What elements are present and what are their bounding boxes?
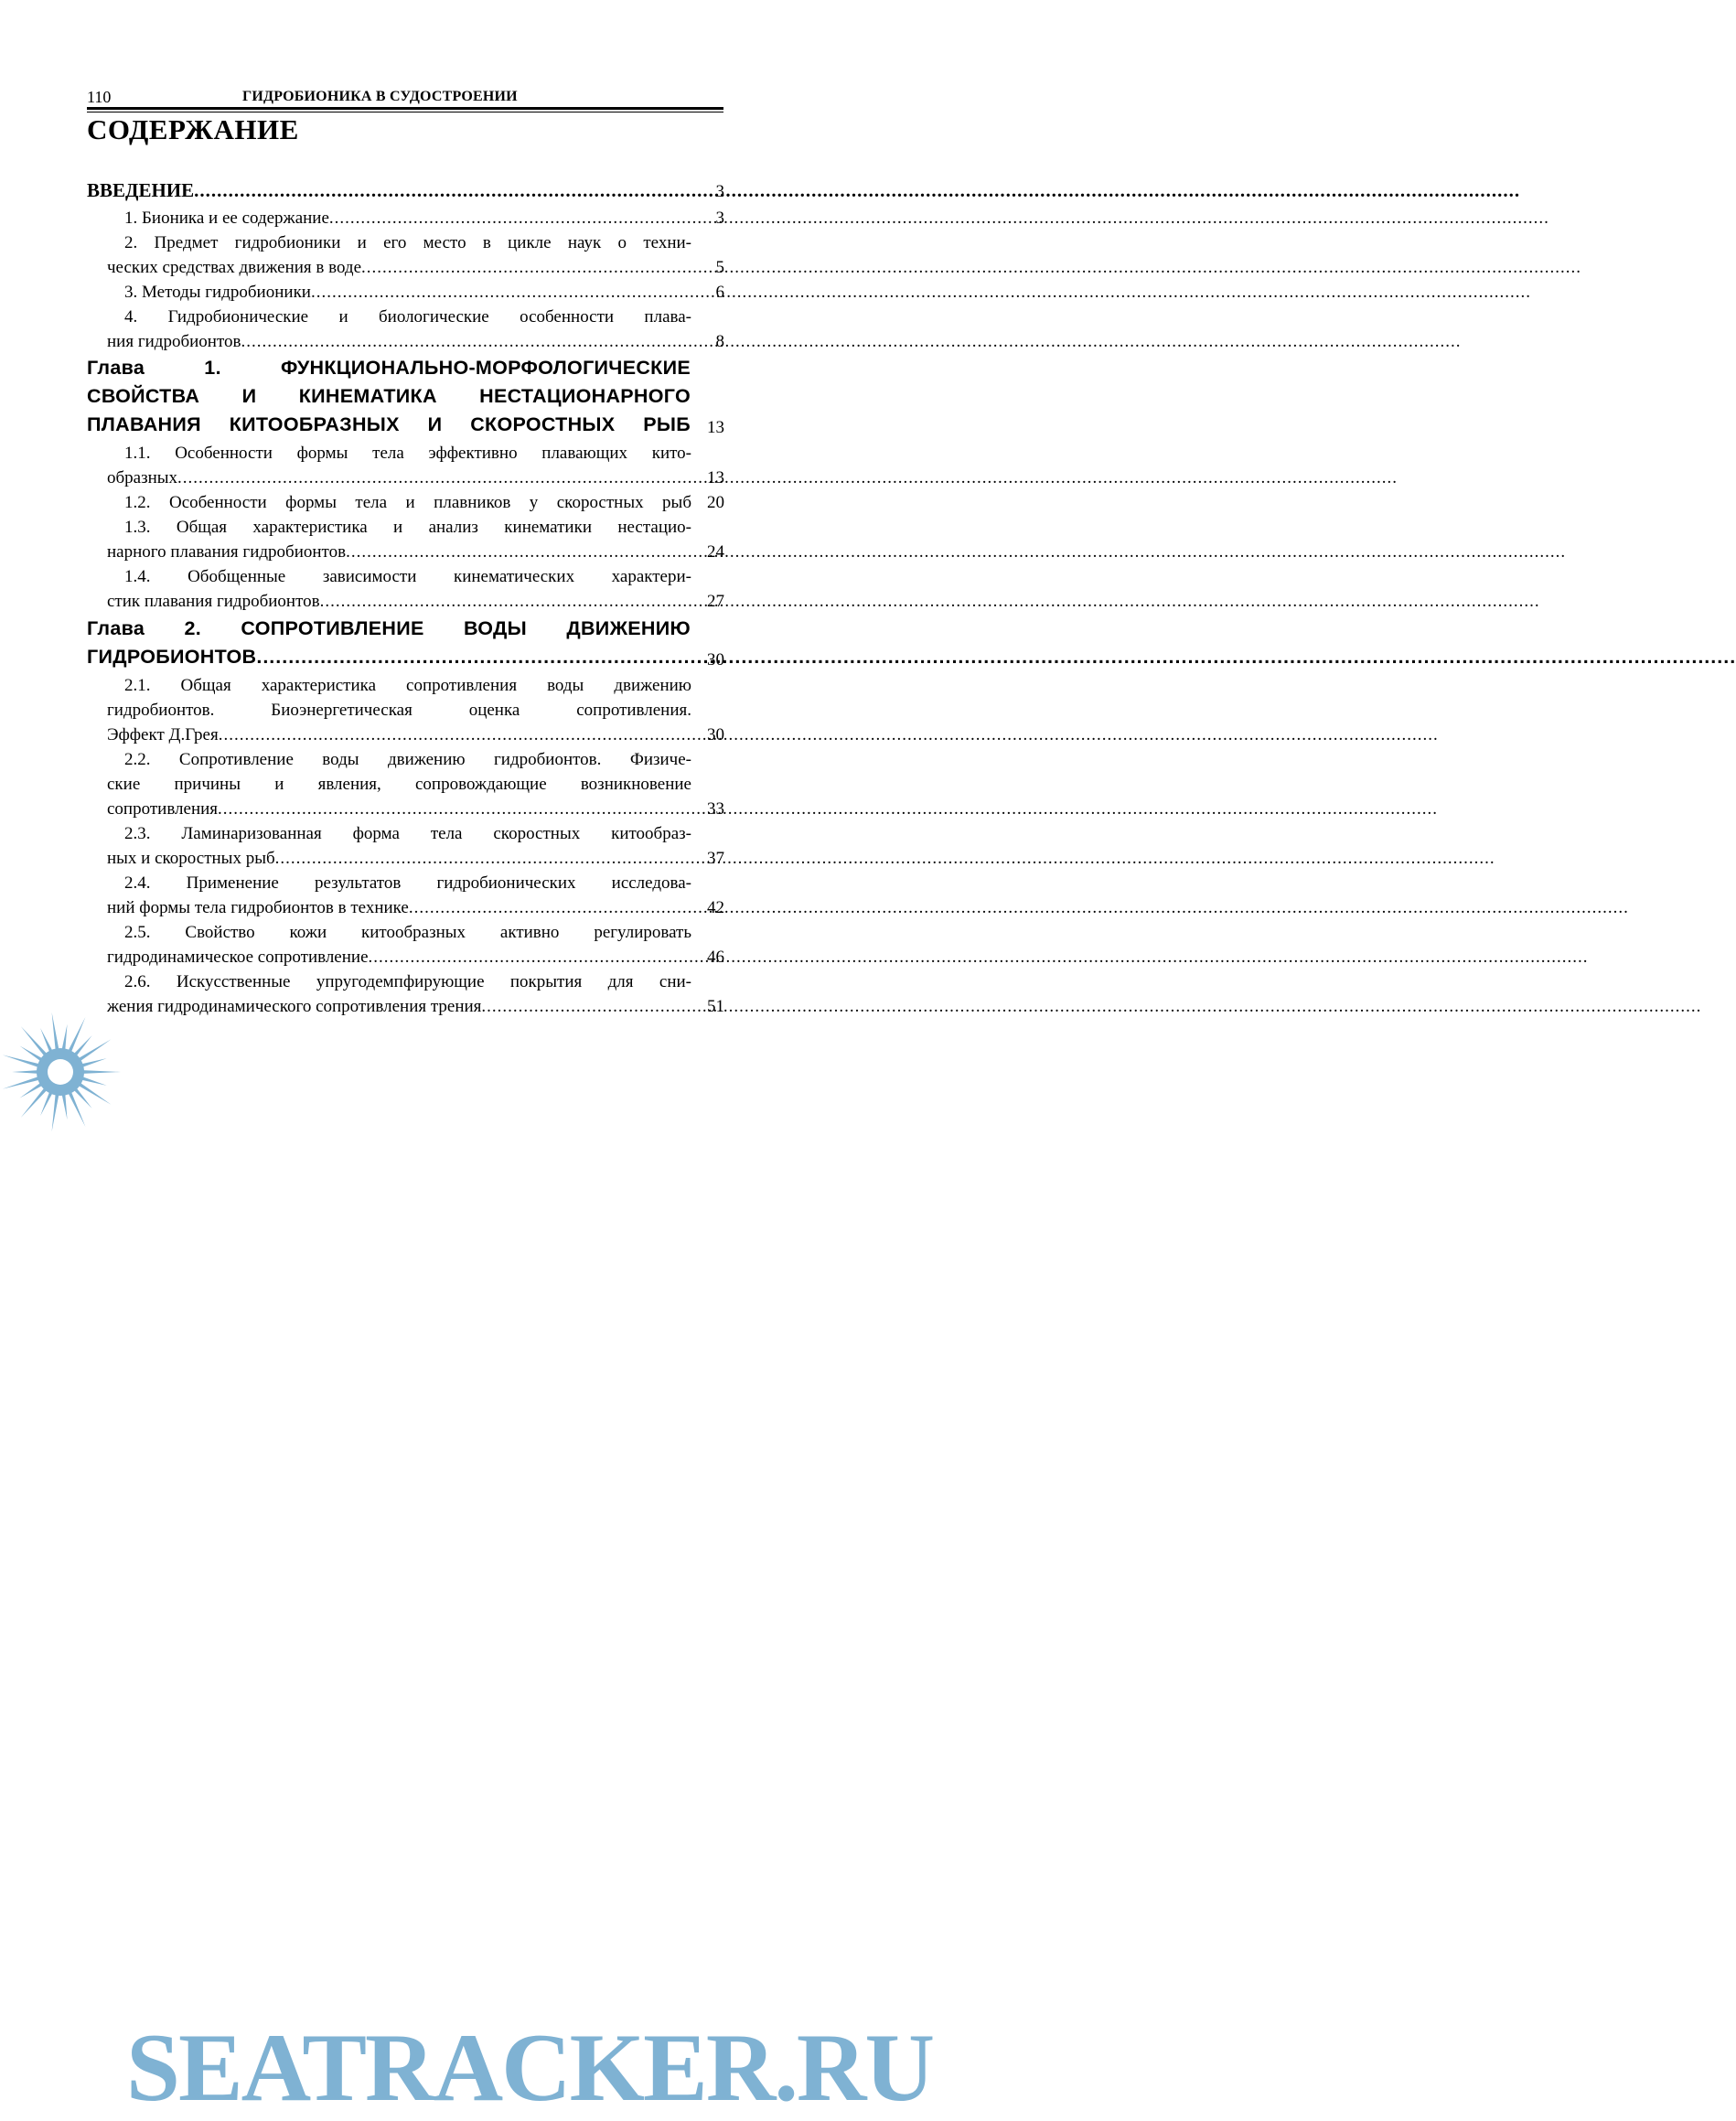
leader-dots bbox=[256, 648, 1736, 668]
toc-entry-title: гидробионтов. Биоэнергетическая оценка сопротивления. bbox=[107, 701, 691, 720]
toc-page-number: 6 bbox=[715, 283, 724, 302]
watermark bbox=[0, 988, 933, 2121]
leader-dots bbox=[329, 209, 1549, 227]
toc-entry-title: ческих средствах движения в воде bbox=[107, 258, 362, 277]
toc-entry-title: ния гидробионтов bbox=[107, 332, 241, 351]
chapter-1-line3[interactable] bbox=[87, 415, 691, 435]
toc-entry-title: 2.6. Искусственные упругодемпфирующие покрытия для сни- bbox=[124, 972, 691, 991]
toc-page-number: 37 bbox=[707, 849, 724, 868]
toc-entry-4-line1[interactable] bbox=[124, 308, 691, 326]
toc-entry-2-1-line1[interactable] bbox=[124, 677, 691, 694]
toc-entry-title: стик плавания гидробионтов bbox=[107, 592, 320, 611]
toc-entry-title: образных bbox=[107, 468, 178, 487]
leader-dots bbox=[218, 800, 1438, 818]
toc-entry-4-line2[interactable] bbox=[107, 333, 691, 350]
toc-page-number: 20 bbox=[707, 493, 724, 512]
leader-dots bbox=[241, 333, 1461, 350]
toc-entry-3[interactable] bbox=[124, 284, 691, 301]
toc-page-number: 51 bbox=[707, 997, 724, 1016]
toc-entry-2-5-line2[interactable] bbox=[107, 948, 691, 966]
toc-entry-2-1-line3[interactable] bbox=[107, 726, 691, 744]
toc-page-number: 3 bbox=[715, 209, 724, 228]
toc-entry-title: гидродинамическое сопротивление bbox=[107, 948, 369, 967]
leader-dots bbox=[346, 543, 1566, 561]
toc-entry-title: 2.3. Ламинаризованная форма тела скоростных китообраз- bbox=[124, 824, 691, 843]
toc-entry-title: 3. Методы гидробионики bbox=[124, 283, 311, 302]
toc-entry-title: 2. Предмет гидробионики и его место в цикле наук о техни- bbox=[124, 233, 691, 252]
toc-page-number: 8 bbox=[715, 332, 724, 351]
toc-entry-2-4-line1[interactable] bbox=[124, 874, 691, 892]
toc-entry-title: ВВЕДЕНИЕ bbox=[87, 179, 195, 201]
chapter-title: Глава 2. СОПРОТИВЛЕНИЕ ВОДЫ ДВИЖЕНИЮ bbox=[87, 617, 691, 639]
leader-dots bbox=[361, 259, 1581, 276]
toc-entry-intro[interactable] bbox=[87, 181, 686, 200]
toc-page-number: 27 bbox=[707, 592, 724, 611]
toc-entry-2-1-line2[interactable] bbox=[107, 702, 691, 719]
toc-entry-title: жения гидродинамического сопротивления трения bbox=[107, 997, 482, 1016]
toc-entry-title: 1. Бионика и ее содержание bbox=[124, 209, 329, 228]
toc-entry-title: 2.2. Сопротивление воды движению гидробионтов. Физиче- bbox=[124, 750, 691, 769]
toc-entry-title: 1.2. Особенности формы тела и плавников у скоростных рыб bbox=[124, 493, 691, 512]
leader-dots bbox=[219, 726, 1439, 744]
toc-entry-title: 2.4. Применение результатов гидробионических исследова- bbox=[124, 873, 691, 893]
toc-entry-2-line2[interactable] bbox=[107, 259, 691, 276]
chapter-title: Глава 1. ФУНКЦИОНАЛЬНО-МОРФОЛОГИЧЕСКИЕ bbox=[87, 357, 691, 379]
toc-page-number: 30 bbox=[707, 725, 724, 744]
chapter-title: ПЛАВАНИЯ КИТООБРАЗНЫХ И СКОРОСТНЫХ РЫБ bbox=[87, 413, 691, 435]
toc-page-number: 13 bbox=[707, 468, 724, 487]
toc-page-number: 33 bbox=[707, 799, 724, 819]
toc-entry-1-2[interactable] bbox=[124, 494, 691, 511]
toc-entry-1-3-line2[interactable] bbox=[107, 543, 691, 561]
toc-entry-1[interactable] bbox=[124, 209, 691, 227]
toc-entry-title: нарного плавания гидробионтов bbox=[107, 542, 347, 562]
running-title: ГИДРОБИОНИКА В СУДОСТРОЕНИИ bbox=[242, 89, 518, 104]
leader-dots bbox=[409, 899, 1629, 916]
chapter-1-line1[interactable] bbox=[87, 357, 691, 379]
watermark-text: SEATRACKER.RU bbox=[126, 2014, 933, 2121]
page-title: СОДЕРЖАНИЕ bbox=[87, 113, 299, 145]
toc-page-number: 42 bbox=[707, 898, 724, 917]
toc-entry-1-1-line1[interactable] bbox=[124, 445, 691, 462]
chapter-1-line2[interactable] bbox=[87, 385, 691, 407]
toc-page-number: 46 bbox=[707, 948, 724, 967]
page-number: 110 bbox=[87, 88, 112, 106]
toc-entry-title: 2.5. Свойство кожи китообразных активно регулировать bbox=[124, 923, 691, 942]
toc-page-number: 3 bbox=[715, 182, 724, 201]
leader-dots bbox=[320, 593, 1540, 610]
toc-entry-title: 1.4. Обобщенные зависимости кинематических характери- bbox=[124, 567, 691, 586]
chapter-title: СВОЙСТВА И КИНЕМАТИКА НЕСТАЦИОНАРНОГО bbox=[87, 385, 691, 407]
toc-entry-1-3-line1[interactable] bbox=[124, 519, 691, 536]
toc-entry-2-line1[interactable] bbox=[124, 234, 691, 252]
toc-entry-title: 4. Гидробионические и биологические особенности плава- bbox=[124, 307, 691, 327]
leader-dots bbox=[275, 850, 1495, 867]
toc-page-number: 30 bbox=[707, 650, 724, 670]
chapter-2-line2[interactable] bbox=[87, 648, 686, 668]
table-of-contents bbox=[0, 0, 800, 1133]
toc-entry-title: 2.1. Общая характеристика сопротивления воды движению bbox=[124, 676, 691, 695]
toc-page-number: 13 bbox=[707, 418, 724, 437]
leader-dots bbox=[194, 181, 1520, 200]
toc-entry-1-4-line1[interactable] bbox=[124, 568, 691, 585]
toc-entry-title: сопротивления bbox=[107, 799, 219, 819]
toc-entry-2-2-line2[interactable] bbox=[107, 776, 691, 793]
chapter-2-line1[interactable] bbox=[87, 617, 691, 639]
toc-entry-1-4-line2[interactable] bbox=[107, 593, 691, 610]
chapter-title: ГИДРОБИОНТОВ bbox=[87, 646, 257, 668]
toc-entry-title: 1.3. Общая характеристика и анализ кинематики нестацио- bbox=[124, 518, 691, 537]
leader-dots bbox=[369, 948, 1589, 966]
leader-dots bbox=[311, 284, 1531, 301]
toc-entry-title: 1.1. Особенности формы тела эффективно плавающих кито- bbox=[124, 444, 691, 463]
toc-entry-2-4-line2[interactable] bbox=[107, 899, 691, 916]
toc-page-number: 5 bbox=[715, 258, 724, 277]
toc-entry-2-5-line1[interactable] bbox=[124, 924, 691, 941]
toc-entry-title: Эффект Д.Грея bbox=[107, 725, 219, 744]
toc-entry-title: ские причины и явления, сопровождающие возникновение bbox=[107, 775, 691, 794]
toc-entry-2-3-line2[interactable] bbox=[107, 850, 691, 867]
toc-entry-1-1-line2[interactable] bbox=[107, 469, 691, 487]
toc-page-number: 24 bbox=[707, 542, 724, 562]
sun-burst-icon bbox=[0, 988, 137, 1133]
toc-entry-2-2-line3[interactable] bbox=[107, 800, 691, 818]
toc-entry-2-3-line1[interactable] bbox=[124, 825, 691, 842]
toc-entry-2-2-line1[interactable] bbox=[124, 751, 691, 768]
toc-entry-title: ных и скоростных рыб bbox=[107, 849, 275, 868]
toc-entry-title: ний формы тела гидробионтов в технике bbox=[107, 898, 409, 917]
leader-dots bbox=[177, 469, 1398, 487]
